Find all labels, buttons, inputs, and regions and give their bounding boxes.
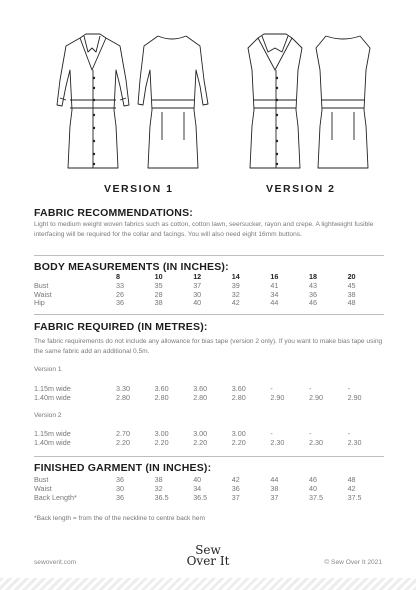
divider bbox=[34, 314, 384, 315]
website-link[interactable]: sewoverit.com bbox=[34, 559, 77, 566]
body-measurements-table bbox=[34, 273, 386, 308]
fabric-v2-table bbox=[34, 430, 386, 448]
divider bbox=[34, 255, 384, 256]
size-cell: 8 bbox=[116, 272, 120, 281]
finished-garment-table bbox=[34, 476, 386, 502]
size-cell: 12 bbox=[193, 272, 202, 281]
fabric-recommendations-heading: FABRIC RECOMMENDATIONS: bbox=[34, 207, 193, 219]
fabric-required-text: The fabric requirements do not include any allowance for bias tape (version 2 only). If you want to make bias tape using the same fabric add an additional 0.5m. bbox=[34, 338, 383, 355]
version-2-subheading: Version 2 bbox=[34, 412, 62, 419]
copyright-text: © Sew Over It 2021 bbox=[324, 559, 382, 566]
table-row: 1.40m wide 2.20 2.20 2.20 2.20 2.30 2.30 2.30 bbox=[34, 437, 362, 447]
fabric-required-heading: FABRIC REQUIRED (IN METRES): bbox=[34, 321, 208, 333]
finished-garment-heading: FINISHED GARMENT (IN INCHES): bbox=[34, 462, 212, 474]
fabric-recommendations-text: Light to medium weight woven fabrics such as cotton, cotton lawn, seersucker, rayon and crepe. A lightweight fusible interfacing will be required for the collar and facings. You will also need eight 16mm buttons. bbox=[34, 221, 374, 238]
dress-v1-back bbox=[138, 36, 208, 168]
size-cell: 20 bbox=[347, 272, 356, 281]
dress-v1-front bbox=[57, 34, 129, 168]
table-row: Back Length* 36 36.5 36.5 37 37 37.5 37.5 bbox=[34, 492, 362, 502]
fabric-v1-table bbox=[34, 385, 386, 403]
footer-stripe bbox=[0, 578, 416, 590]
divider bbox=[34, 456, 384, 457]
sew-over-it-logo: Sew Over It bbox=[186, 543, 230, 568]
size-header-row bbox=[34, 273, 386, 282]
size-cell: 10 bbox=[154, 272, 163, 281]
version-2-label: VERSION 2 bbox=[266, 183, 336, 195]
table-row: 1.15m wide 2.70 3.00 3.00 3.00 - - - bbox=[34, 429, 350, 438]
table-row: Bust 33 35 37 39 41 43 45 bbox=[34, 280, 356, 290]
body-measurements-heading: BODY MEASUREMENTS (IN INCHES): bbox=[34, 261, 229, 273]
table-row: Hip 36 38 40 42 44 46 48 bbox=[34, 298, 356, 308]
table-row: Bust 36 38 40 42 44 46 48 bbox=[34, 475, 356, 484]
dress-illustrations bbox=[0, 0, 416, 180]
table-row: Waist 30 32 34 36 38 40 42 bbox=[34, 483, 356, 493]
version-1-label: VERSION 1 bbox=[104, 183, 174, 195]
table-row: 1.40m wide 2.80 2.80 2.80 2.80 2.90 2.90 2.90 bbox=[34, 392, 362, 402]
table-row: Waist 26 28 30 32 34 36 38 bbox=[34, 289, 356, 299]
size-cell: 14 bbox=[231, 272, 240, 281]
size-cell: 16 bbox=[270, 272, 279, 281]
dress-v2-front bbox=[248, 34, 302, 168]
size-cell: 18 bbox=[308, 272, 317, 281]
dress-v2-back bbox=[316, 36, 370, 168]
table-row: 1.15m wide 3.30 3.60 3.60 3.60 - - - bbox=[34, 384, 350, 393]
back-length-note: *Back length = from the of the neckline to centre back hem bbox=[34, 515, 205, 522]
version-1-subheading: Version 1 bbox=[34, 366, 62, 373]
